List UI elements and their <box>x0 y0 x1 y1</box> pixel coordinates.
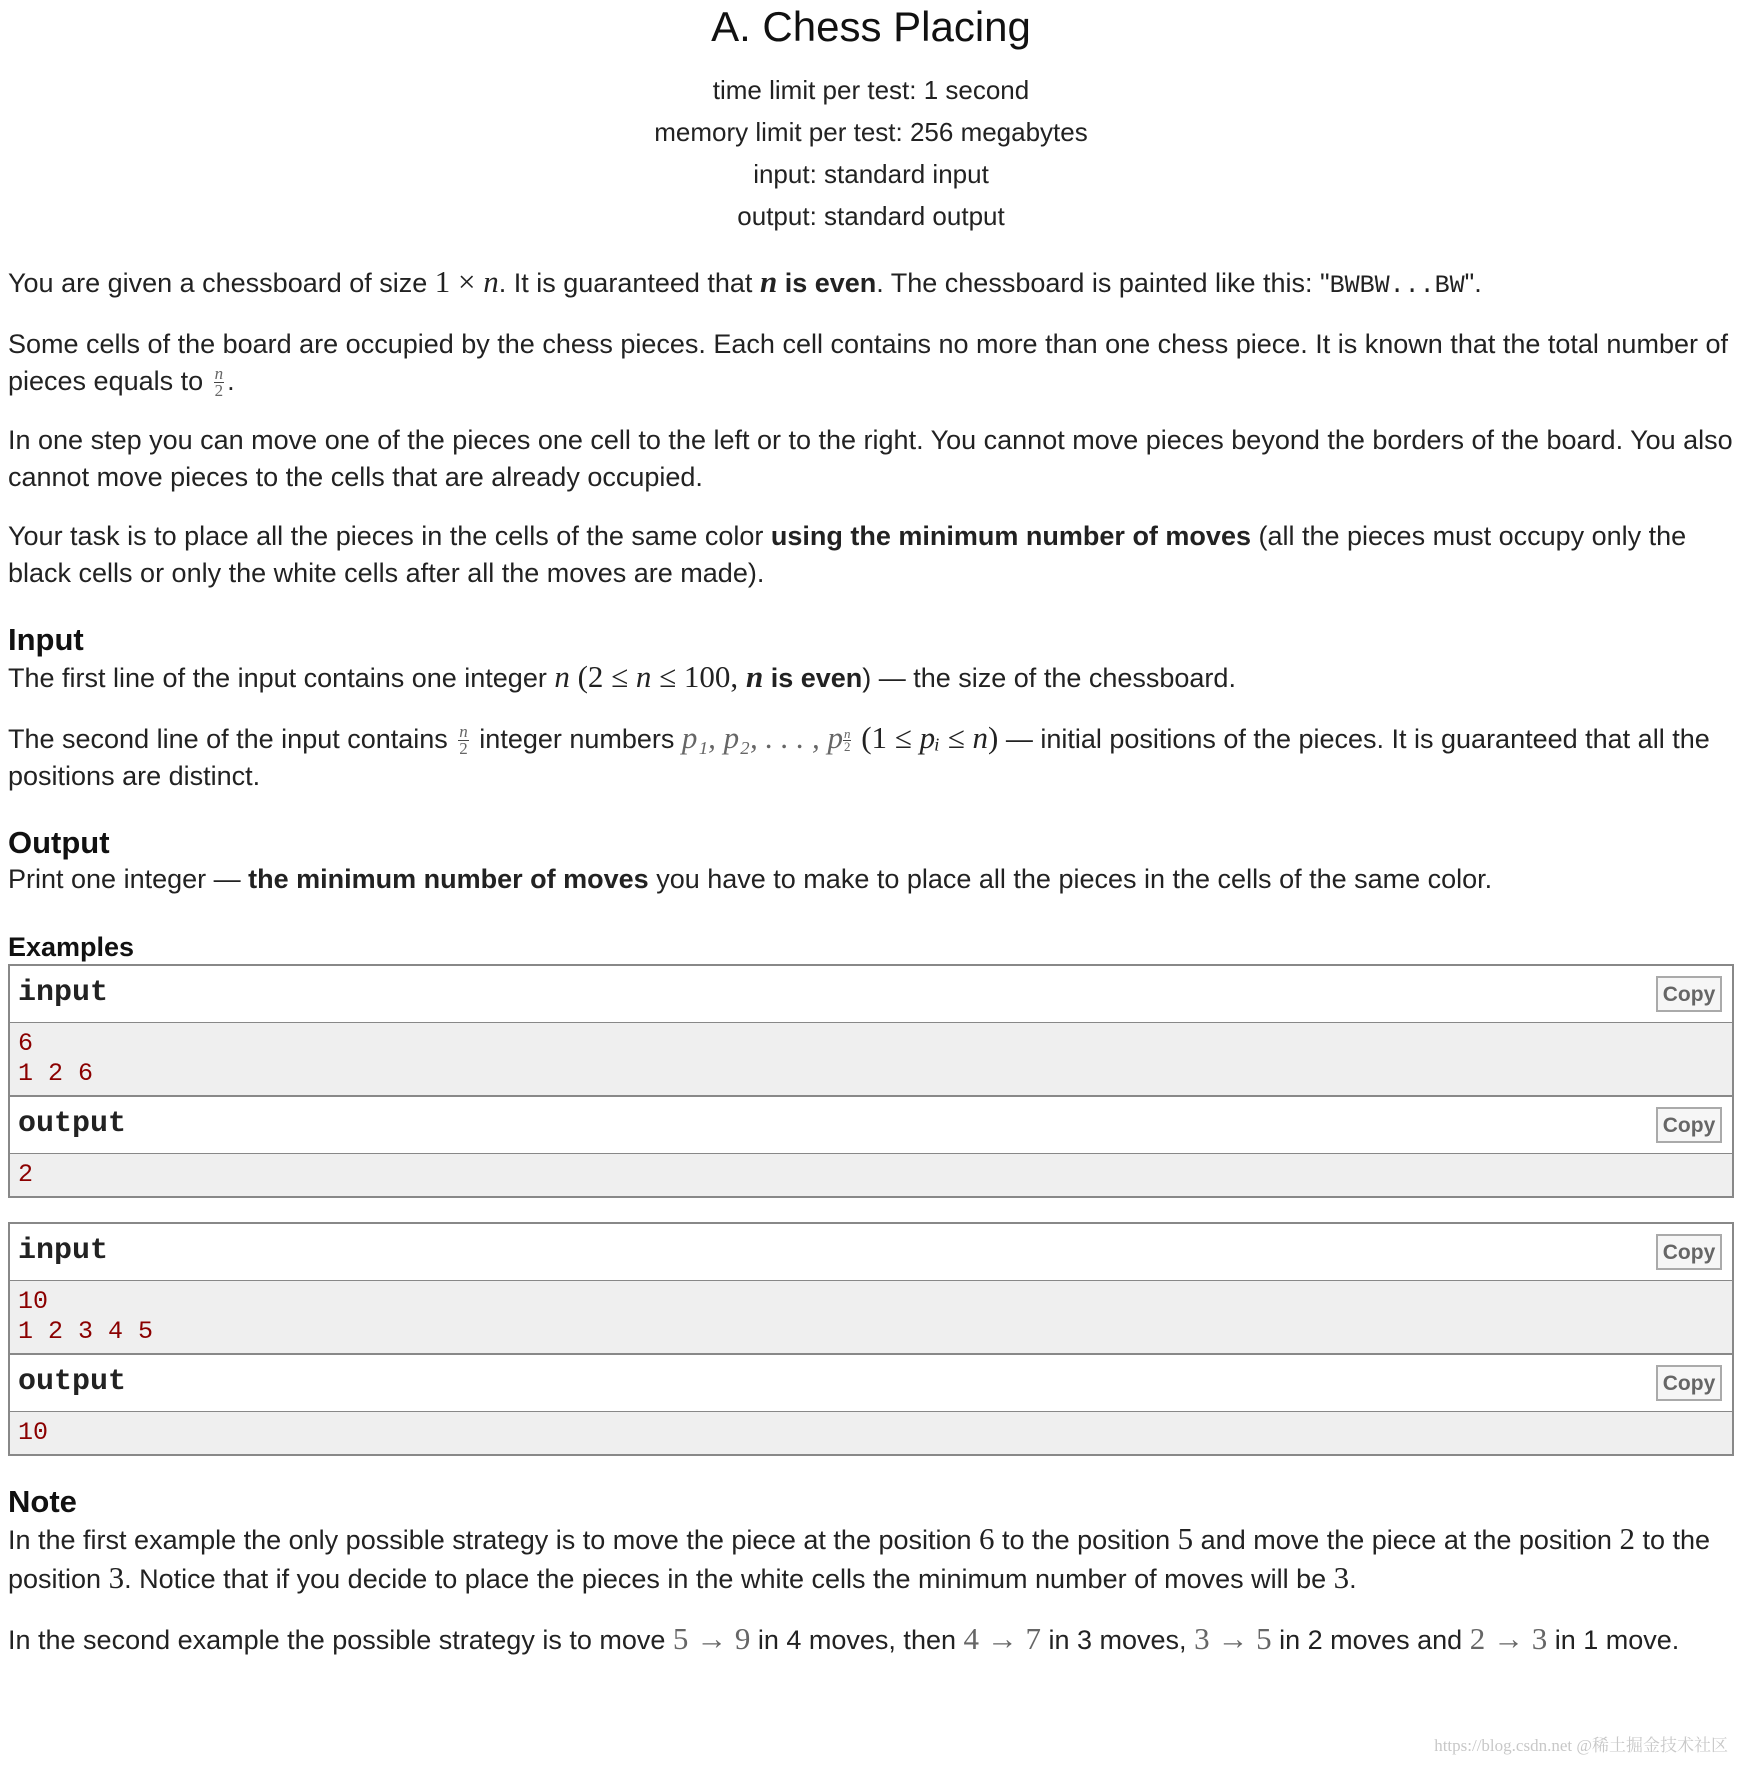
fraction-n-over-2: $\frac{n}{2}$ <box>459 722 468 759</box>
watermark: https://blog.csdn.net @稀土掘金技术社区 <box>1434 1736 1728 1755</box>
input-file: input: standard input <box>753 159 989 189</box>
examples-title: Examples <box>8 932 135 962</box>
problem-statement <box>8 0 1734 1659</box>
note-paragraph-2: In the second example the possible strategy is to move 5 → 9 in 4 moves, then 4 → 7 in 3 moves, 3 → 5 in 2 moves and 2 → 3 in 1 move. <box>8 1621 1680 1656</box>
example-output-content: 2 <box>10 1154 1732 1196</box>
copy-output-button[interactable]: Copy <box>1656 1107 1722 1143</box>
problem-header <box>8 0 1734 237</box>
copy-input-button[interactable]: Copy <box>1656 976 1722 1012</box>
example-input-label: input <box>18 976 109 1010</box>
example-output-content: 10 <box>10 1412 1732 1454</box>
problem-title: A. Chess Placing <box>711 3 1031 50</box>
output-paragraph: Print one integer — the minimum number of moves you have to make to place all the pieces in the cells of the same color. <box>8 864 1493 894</box>
copy-output-button[interactable]: Copy <box>1656 1365 1722 1401</box>
fraction-n-over-2: $\frac{n}{2}$ <box>214 364 224 401</box>
note-section-title: Note <box>8 1484 77 1519</box>
example-output-label: output <box>18 1365 127 1399</box>
example-output-label: output <box>18 1107 127 1141</box>
example-input-label: input <box>18 1234 109 1268</box>
positions-sequence: p₁, p₂, . . . , p <box>681 720 843 755</box>
memory-limit: memory limit per test: 256 megabytes <box>654 117 1088 147</box>
example-2 <box>8 1222 1734 1456</box>
example-output-header <box>10 1097 1732 1154</box>
example-input-content: 10 1 2 3 4 5 <box>10 1281 1732 1355</box>
input-section-title: Input <box>8 622 84 657</box>
output-section-title: Output <box>8 825 110 860</box>
example-input-header <box>10 966 1732 1023</box>
statement-paragraph-3: In one step you can move one of the pieces one cell to the left or to the right. You cannot move pieces beyond the borders of the board. You also cannot move pieces to the cells that are already occupied. <box>8 425 1733 492</box>
example-output-header <box>10 1355 1732 1412</box>
example-input-content: 6 1 2 6 <box>10 1023 1732 1097</box>
board-pattern-code: BWBW...BW <box>1329 271 1465 300</box>
statement-paragraph-2: Some cells of the board are occupied by the chess pieces. Each cell contains no more than one chess piece. It is known that the total number of pieces equals to $\frac{n}{2}$ . <box>8 329 1728 401</box>
output-file: output: standard output <box>737 201 1005 231</box>
input-paragraph-1: The first line of the input contains one integer n (2 ≤ n ≤ 100, n is even) — the size of the chessboard. <box>8 659 1236 694</box>
subscript-fraction: $\frac{n}{2}$ <box>843 726 851 755</box>
input-paragraph-2: The second line of the input contains $\frac{n}{2}$ integer numbers p₁, p₂, . . . , p $\frac{n}{2}$ (1 ≤ pᵢ ≤ n) — initial positions of the pieces. It is guaranteed that all the positions are distinct. <box>8 720 1710 791</box>
example-input-header <box>10 1224 1732 1281</box>
example-1 <box>8 964 1734 1198</box>
time-limit: time limit per test: 1 second <box>712 75 1030 105</box>
statement-paragraph-1: You are given a chessboard of size 1 × n. It is guaranteed that n is even. The chessboard is painted like this: "BWBW...BW". <box>8 264 1482 300</box>
statement-paragraph-4: Your task is to place all the pieces in the cells of the same color using the minimum number of moves (all the pieces must occupy only the black cells or only the white cells after all the moves are made). <box>8 521 1687 588</box>
note-paragraph-1: In the first example the only possible strategy is to move the piece at the position 6 to the position 5 and move the piece at the position 2 to the position 3. Notice that if you decide to place the pieces in the white cells the minimum number of moves will be 3. <box>8 1521 1710 1595</box>
copy-input-button[interactable]: Copy <box>1656 1234 1722 1270</box>
